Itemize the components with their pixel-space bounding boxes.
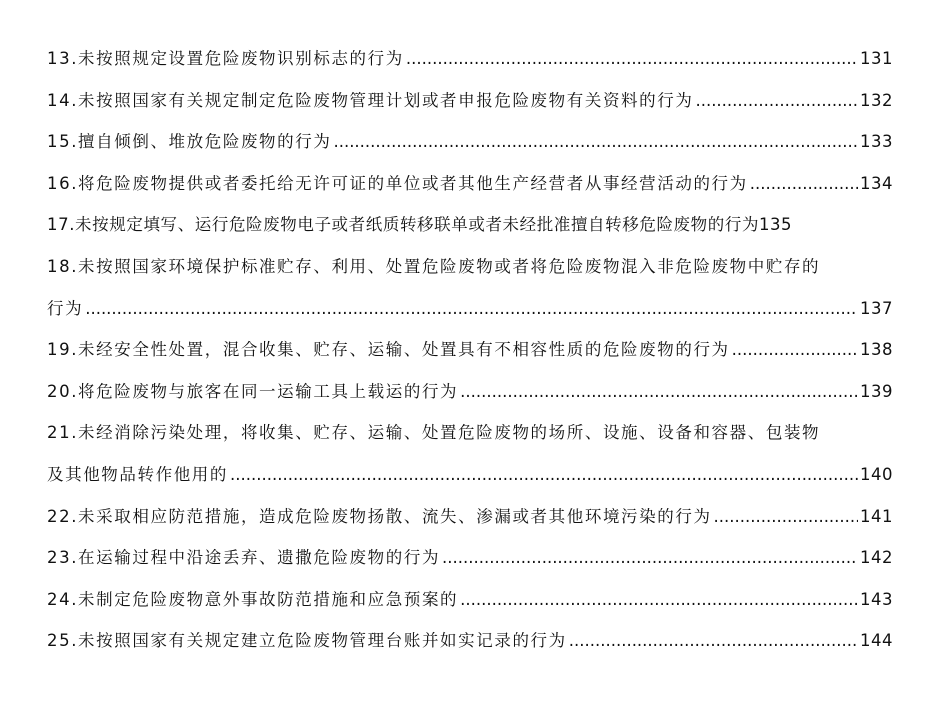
leader-dots — [695, 80, 858, 122]
toc-entry-title: 19.未经安全性处置，混合收集、贮存、运输、处置具有不相容性质的危险废物的行为 — [47, 340, 730, 360]
toc-entry-21[interactable] — [47, 412, 893, 495]
toc-page-number: 141 — [860, 506, 893, 526]
toc-page-number: 134 — [860, 173, 893, 193]
leader-dots — [85, 288, 858, 330]
toc-entry-title: 14.未按照国家有关规定制定危险废物管理计划或者申报危险废物有关资料的行为 — [47, 90, 694, 110]
toc-entry-title: 23.在运输过程中沿途丢弃、遗撒危险废物的行为 — [47, 548, 441, 568]
toc-entry-19[interactable] — [47, 329, 893, 371]
toc-entry-title: 16.将危险废物提供或者委托给无许可证的单位或者其他生产经营者从事经营活动的行为 — [47, 173, 748, 193]
leader-dots — [230, 454, 858, 496]
toc-page-number: 144 — [860, 631, 893, 651]
toc-page-number: 132 — [860, 90, 893, 110]
toc-entry-23[interactable] — [47, 537, 893, 579]
toc-entry-14[interactable] — [47, 80, 893, 122]
toc-entry-title: 25.未按照国家有关规定建立危险废物管理台账并如实记录的行为 — [47, 631, 567, 651]
leader-dots — [442, 537, 858, 579]
toc-page-number: 140 — [860, 464, 893, 484]
toc-page-number: 142 — [860, 548, 893, 568]
toc-page-number: 135 — [759, 215, 793, 235]
toc-entry-title-line1: 18.未按照国家环境保护标准贮存、利用、处置危险废物或者将危险废物混入非危险废物中贮存的 — [47, 256, 821, 276]
toc-entry-18[interactable] — [47, 246, 893, 329]
toc-entry-title: 17.未按规定填写、运行危险废物电子或者纸质转移联单或者未经批准擅自转移危险废物的行为 — [47, 215, 760, 235]
leader-dots — [406, 38, 858, 80]
toc-page-number: 131 — [860, 49, 893, 68]
toc-entry-15[interactable] — [47, 121, 893, 163]
toc-entry-title: 13.未按照规定设置危险废物识别标志的行为 — [47, 49, 404, 68]
toc-entry-25[interactable] — [47, 620, 893, 662]
table-of-contents — [47, 38, 893, 662]
toc-entry-22[interactable] — [47, 496, 893, 538]
toc-entry-title: 20.将危险废物与旅客在同一运输工具上载运的行为 — [47, 381, 459, 401]
leader-dots — [732, 329, 858, 371]
toc-entry-17[interactable] — [47, 204, 893, 246]
leader-dots — [569, 620, 858, 662]
toc-entry-title: 15.擅自倾倒、堆放危险废物的行为 — [47, 132, 332, 152]
leader-dots — [460, 579, 858, 621]
toc-entry-title: 24.未制定危险废物意外事故防范措施和应急预案的 — [47, 589, 459, 609]
leader-dots — [333, 121, 858, 163]
toc-entry-20[interactable] — [47, 371, 893, 413]
toc-entry-title-line2: 行为 — [47, 298, 84, 318]
toc-entry-24[interactable] — [47, 579, 893, 621]
toc-entry-13[interactable] — [47, 38, 893, 80]
toc-page-number: 143 — [860, 589, 893, 609]
toc-page-number: 137 — [860, 298, 893, 318]
toc-entry-title-line2: 及其他物品转作他用的 — [47, 464, 228, 484]
toc-page-number: 139 — [860, 381, 893, 401]
toc-entry-16[interactable] — [47, 163, 893, 205]
leader-dots — [750, 163, 858, 205]
leader-dots — [714, 496, 858, 538]
toc-page-number: 138 — [860, 340, 893, 360]
toc-page-number: 133 — [860, 132, 893, 152]
toc-entry-title: 22.未采取相应防范措施，造成危险废物扬散、流失、渗漏或者其他环境污染的行为 — [47, 506, 712, 526]
leader-dots — [460, 371, 858, 413]
toc-entry-title-line1: 21.未经消除污染处理，将收集、贮存、运输、处置危险废物的场所、设施、设备和容器、包装物 — [47, 423, 821, 443]
